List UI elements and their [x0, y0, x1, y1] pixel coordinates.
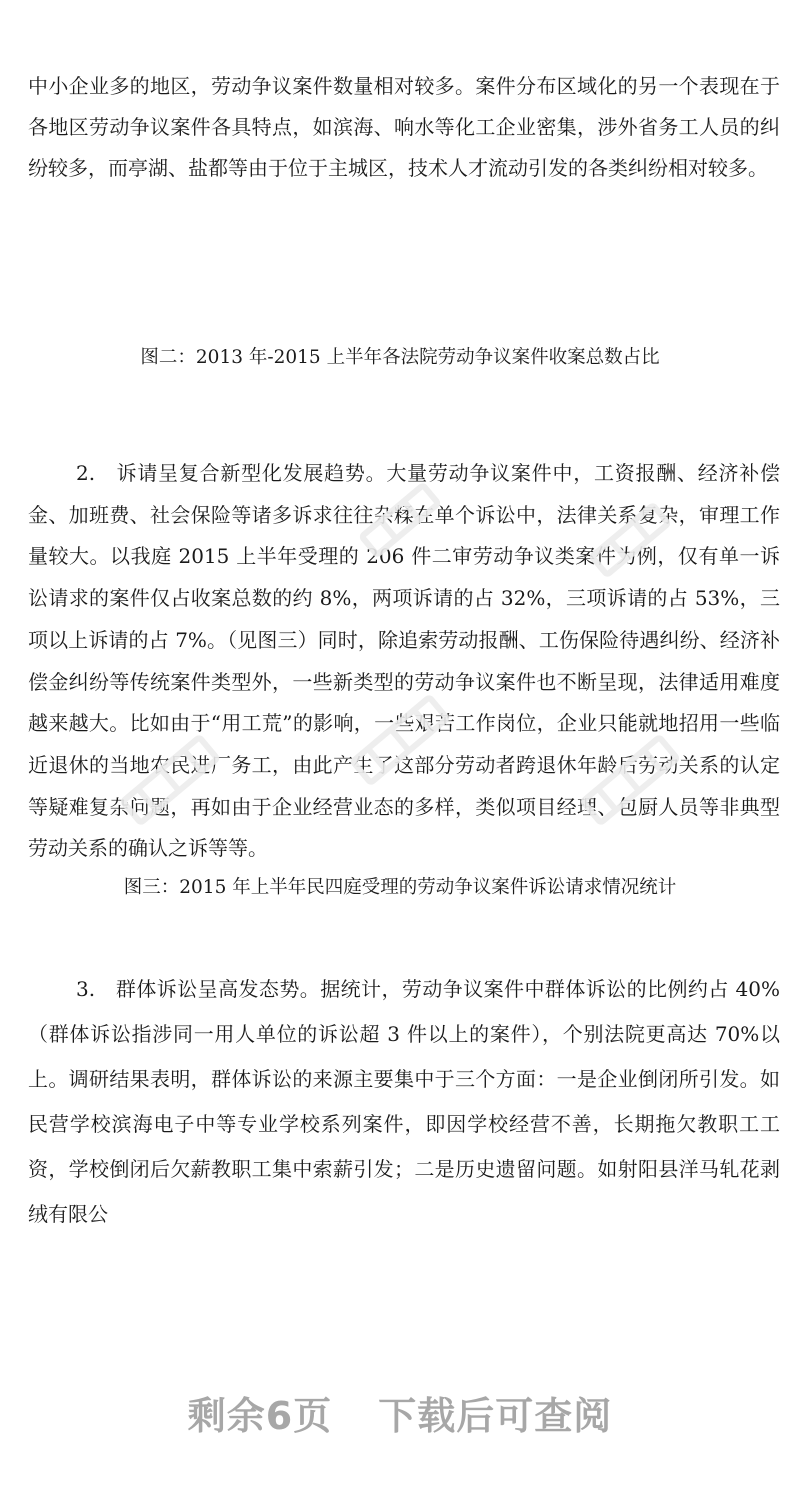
- paragraph-regional-distribution: 中小企业多的地区，劳动争议案件数量相对较多。案件分布区域化的另一个表现在于各地区劳动争议案件各具特点，如滨海、响水等化工企业密集，涉外省务工人员的纠纷较多，而亭湖、盐都等由于位于主城区，技术人才流动引发的各类纠纷相对较多。: [28, 74, 780, 180]
- figure-2-caption: 图二：2013 年-2015 上半年各法院劳动争议案件收案总数占比: [140, 347, 660, 368]
- download-to-view-label: 下载后可查阅: [378, 1394, 613, 1438]
- paragraph-group-litigation: 3. 群体诉讼呈高发态势。据统计，劳动争议案件中群体诉讼的比例约占 40%（群体诉讼指涉同一用人单位的诉讼超 3 件以上的案件），个别法院更高达 70%以上。调研结果表明，群体诉讼的来源主要集中于三个方面：一是企业倒闭所引发。如民营学校滨海电子中等专业学校系列案件，即因学校经营不善，长期拖欠教职工工资，学校倒闭后欠薪教职工集中索薪引发；二是历史遗留问题。如射阳县洋马轧花剥绒有限公: [28, 977, 780, 1226]
- download-prompt-footer[interactable]: [0, 1385, 800, 1440]
- remaining-pages-label: 剩余6页: [187, 1394, 333, 1438]
- figure-3-caption: 图三：2015 年上半年民四庭受理的劳动争议案件诉讼请求情况统计: [123, 877, 677, 898]
- paragraph-composite-claims: 2. 诉请呈复合新型化发展趋势。大量劳动争议案件中，工资报酬、经济补偿金、加班费、社会保险等诸多诉求往往杂糅在单个诉讼中，法律关系复杂，审理工作量较大。以我庭 2015 上半年受理的 206 件二审劳动争议类案件为例，仅有单一诉讼请求的案件仅占收案总数的约 8%，两项诉请的占 32%，三项诉请的占 53%，三项以上诉请的占 7%。（见图三）同时，除追索劳动报酬、工伤保险待遇纠纷、经济补偿金纠纷等传统案件类型外，一些新类型的劳动争议案件也不断呈现，法律适用难度越来越大。比如由于“用工荒”的影响，一些艰苦工作岗位，企业只能就地招用一些临近退休的当地农民进厂务工，由此产生了这部分劳动者跨退休年龄后劳动关系的认定等疑难复杂问题，再如由于企业经营业态的多样，类似项目经理、包厨人员等非典型劳动关系的确认之诉等等。: [28, 461, 780, 861]
